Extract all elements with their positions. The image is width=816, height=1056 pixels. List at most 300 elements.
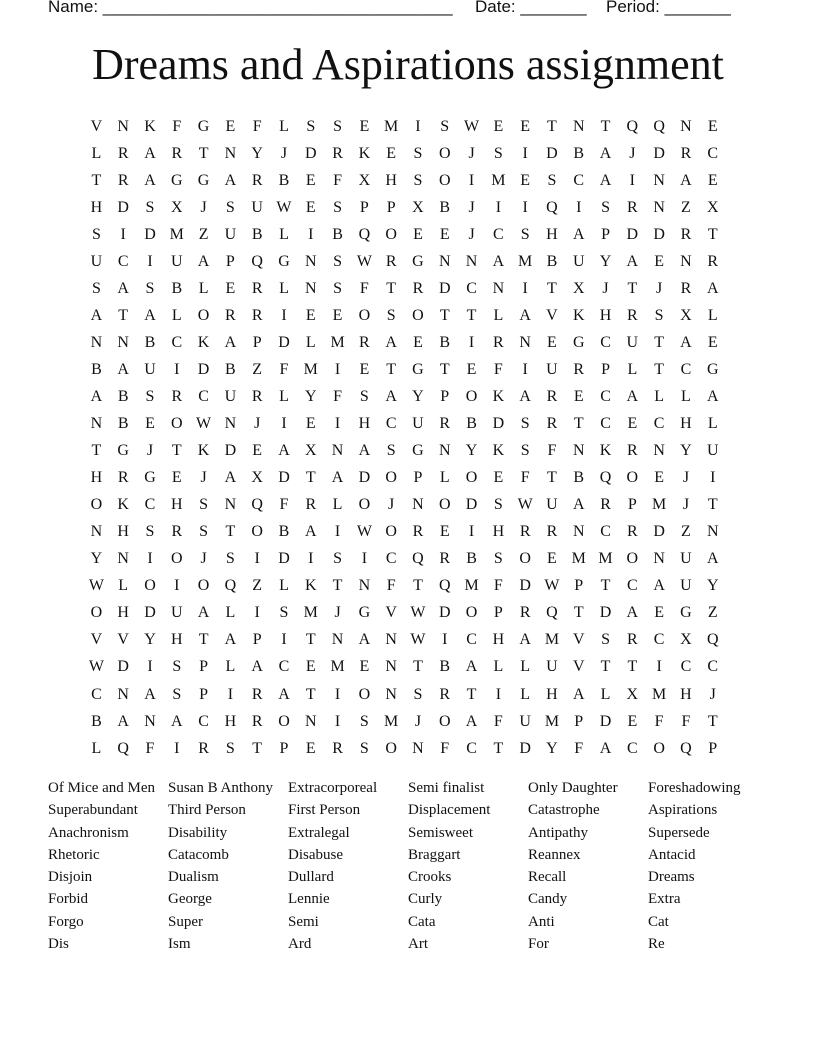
grid-letter[interactable]: D: [653, 225, 665, 243]
grid-letter[interactable]: P: [601, 360, 610, 378]
grid-letter[interactable]: N: [144, 712, 156, 730]
grid-letter[interactable]: B: [91, 712, 102, 730]
grid-letter[interactable]: S: [359, 739, 369, 757]
grid-letter[interactable]: J: [602, 279, 609, 297]
grid-letter[interactable]: P: [252, 333, 262, 351]
grid-letter[interactable]: E: [547, 550, 557, 568]
grid-letter[interactable]: N: [653, 171, 665, 189]
grid-letter[interactable]: W: [356, 523, 372, 541]
grid-letter[interactable]: E: [225, 279, 236, 297]
grid-letter[interactable]: D: [465, 496, 478, 514]
grid-letter[interactable]: B: [439, 198, 451, 216]
grid-letter[interactable]: S: [547, 171, 557, 189]
grid-letter[interactable]: E: [305, 171, 316, 189]
grid-letter[interactable]: O: [358, 685, 371, 703]
grid-letter[interactable]: H: [546, 225, 558, 243]
grid-letter[interactable]: U: [546, 360, 558, 378]
grid-letter[interactable]: G: [278, 252, 290, 270]
grid-letter[interactable]: S: [279, 604, 289, 622]
grid-letter[interactable]: P: [601, 225, 610, 243]
grid-letter[interactable]: N: [412, 739, 424, 757]
grid-letter[interactable]: R: [171, 144, 183, 162]
grid-letter[interactable]: Y: [465, 442, 478, 460]
grid-letter[interactable]: G: [117, 442, 129, 460]
grid-letter[interactable]: K: [358, 144, 371, 162]
grid-letter[interactable]: R: [600, 496, 611, 514]
grid-letter[interactable]: T: [654, 333, 665, 351]
grid-letter[interactable]: F: [333, 171, 343, 189]
grid-letter[interactable]: E: [654, 604, 665, 622]
grid-letter[interactable]: T: [305, 685, 316, 703]
grid-letter[interactable]: H: [599, 306, 612, 324]
grid-letter[interactable]: T: [627, 658, 638, 676]
grid-letter[interactable]: J: [468, 225, 475, 243]
grid-letter[interactable]: H: [492, 631, 505, 649]
date-field[interactable]: Date: _______: [475, 0, 587, 16]
grid-letter[interactable]: O: [626, 550, 639, 568]
grid-letter[interactable]: G: [680, 604, 692, 622]
grid-letter[interactable]: N: [653, 442, 665, 460]
grid-letter[interactable]: U: [90, 252, 103, 270]
name-field[interactable]: Name: _____________________________________: [48, 0, 453, 16]
grid-letter[interactable]: C: [627, 577, 638, 595]
grid-letter[interactable]: G: [412, 360, 424, 378]
grid-letter[interactable]: S: [172, 685, 182, 703]
grid-letter[interactable]: E: [359, 360, 370, 378]
grid-letter[interactable]: A: [706, 550, 719, 568]
grid-letter[interactable]: A: [680, 333, 692, 351]
grid-letter[interactable]: S: [91, 279, 101, 297]
grid-letter[interactable]: Q: [251, 252, 263, 270]
grid-letter[interactable]: G: [706, 360, 719, 378]
grid-letter[interactable]: D: [626, 225, 639, 243]
grid-letter[interactable]: A: [117, 360, 129, 378]
grid-letter[interactable]: F: [654, 712, 664, 730]
grid-letter[interactable]: E: [413, 225, 423, 243]
grid-letter[interactable]: J: [656, 279, 663, 297]
grid-letter[interactable]: C: [707, 658, 719, 676]
grid-letter[interactable]: B: [144, 333, 156, 351]
grid-letter[interactable]: T: [225, 523, 236, 541]
grid-letter[interactable]: O: [385, 523, 397, 541]
grid-letter[interactable]: J: [254, 415, 261, 433]
grid-letter[interactable]: L: [520, 685, 531, 703]
grid-letter[interactable]: C: [466, 631, 477, 649]
grid-letter[interactable]: I: [656, 658, 662, 676]
grid-letter[interactable]: J: [280, 144, 288, 162]
grid-letter[interactable]: E: [547, 333, 557, 351]
grid-letter[interactable]: K: [304, 577, 317, 595]
grid-letter[interactable]: L: [225, 658, 236, 676]
grid-letter[interactable]: H: [117, 604, 129, 622]
grid-letter[interactable]: N: [90, 415, 103, 433]
grid-letter[interactable]: E: [520, 117, 531, 135]
grid-letter[interactable]: V: [90, 631, 103, 649]
grid-letter[interactable]: P: [708, 739, 718, 757]
grid-letter[interactable]: R: [439, 415, 451, 433]
grid-letter[interactable]: Z: [681, 523, 691, 541]
grid-letter[interactable]: H: [546, 685, 558, 703]
grid-letter[interactable]: A: [572, 496, 585, 514]
grid-letter[interactable]: D: [492, 415, 505, 433]
grid-letter[interactable]: X: [358, 171, 371, 189]
grid-letter[interactable]: M: [544, 631, 560, 649]
period-field[interactable]: Period: _______: [606, 0, 731, 16]
grid-letter[interactable]: R: [198, 739, 209, 757]
grid-letter[interactable]: O: [251, 523, 263, 541]
grid-letter[interactable]: S: [145, 198, 155, 216]
grid-letter[interactable]: T: [600, 117, 611, 135]
grid-letter[interactable]: T: [547, 279, 557, 297]
grid-letter[interactable]: R: [251, 685, 263, 703]
grid-letter[interactable]: O: [626, 469, 639, 487]
grid-letter[interactable]: C: [466, 739, 477, 757]
grid-letter[interactable]: U: [171, 252, 183, 270]
grid-letter[interactable]: T: [332, 577, 343, 595]
grid-letter[interactable]: X: [572, 279, 585, 297]
grid-letter[interactable]: N: [572, 442, 585, 460]
grid-letter[interactable]: A: [331, 469, 344, 487]
grid-letter[interactable]: J: [388, 496, 395, 514]
grid-letter[interactable]: M: [598, 550, 613, 568]
grid-letter[interactable]: A: [626, 604, 639, 622]
grid-letter[interactable]: K: [197, 333, 210, 351]
grid-letter[interactable]: I: [415, 117, 421, 135]
grid-letter[interactable]: M: [464, 577, 479, 595]
grid-letter[interactable]: E: [707, 171, 718, 189]
grid-letter[interactable]: E: [707, 333, 718, 351]
grid-letter[interactable]: S: [145, 523, 155, 541]
grid-letter[interactable]: W: [276, 198, 292, 216]
grid-letter[interactable]: C: [493, 225, 504, 243]
grid-letter[interactable]: M: [571, 550, 586, 568]
grid-letter[interactable]: E: [359, 658, 370, 676]
grid-letter[interactable]: O: [519, 550, 531, 568]
grid-letter[interactable]: K: [599, 442, 612, 460]
grid-letter[interactable]: W: [196, 415, 212, 433]
grid-letter[interactable]: N: [706, 523, 719, 541]
grid-letter[interactable]: O: [197, 577, 210, 595]
grid-letter[interactable]: N: [224, 496, 237, 514]
grid-letter[interactable]: X: [304, 442, 317, 460]
grid-letter[interactable]: N: [465, 252, 478, 270]
grid-letter[interactable]: B: [573, 469, 585, 487]
grid-letter[interactable]: N: [331, 442, 344, 460]
grid-letter[interactable]: H: [117, 523, 129, 541]
grid-letter[interactable]: Q: [546, 604, 558, 622]
grid-letter[interactable]: V: [572, 658, 585, 676]
grid-letter[interactable]: S: [413, 171, 423, 189]
grid-letter[interactable]: Q: [599, 469, 612, 487]
grid-letter[interactable]: D: [653, 144, 665, 162]
grid-letter[interactable]: D: [653, 523, 665, 541]
grid-letter[interactable]: T: [386, 279, 397, 297]
grid-letter[interactable]: R: [332, 739, 343, 757]
grid-letter[interactable]: Q: [224, 577, 237, 595]
grid-letter[interactable]: D: [117, 198, 129, 216]
grid-letter[interactable]: T: [707, 496, 718, 514]
grid-letter[interactable]: E: [439, 225, 450, 243]
grid-letter[interactable]: J: [629, 144, 636, 162]
grid-letter[interactable]: N: [412, 496, 424, 514]
grid-letter[interactable]: I: [629, 171, 635, 189]
grid-letter[interactable]: E: [413, 333, 423, 351]
grid-letter[interactable]: B: [251, 225, 263, 243]
grid-letter[interactable]: P: [199, 658, 209, 676]
grid-letter[interactable]: R: [627, 631, 638, 649]
grid-letter[interactable]: E: [654, 469, 665, 487]
grid-letter[interactable]: O: [90, 604, 103, 622]
grid-letter[interactable]: D: [519, 577, 531, 595]
grid-letter[interactable]: R: [117, 144, 129, 162]
grid-letter[interactable]: M: [652, 685, 667, 703]
grid-letter[interactable]: U: [706, 442, 719, 460]
grid-letter[interactable]: C: [653, 415, 665, 433]
grid-letter[interactable]: P: [279, 739, 289, 757]
grid-letter[interactable]: L: [171, 306, 182, 324]
grid-letter[interactable]: W: [88, 658, 104, 676]
grid-letter[interactable]: A: [358, 442, 371, 460]
grid-letter[interactable]: H: [171, 496, 183, 514]
grid-letter[interactable]: F: [440, 739, 450, 757]
grid-letter[interactable]: E: [305, 306, 316, 324]
grid-letter[interactable]: P: [574, 712, 584, 730]
grid-letter[interactable]: O: [385, 469, 397, 487]
grid-letter[interactable]: I: [334, 360, 341, 378]
grid-letter[interactable]: I: [334, 415, 341, 433]
grid-letter[interactable]: D: [144, 604, 156, 622]
grid-letter[interactable]: D: [519, 739, 531, 757]
grid-letter[interactable]: I: [710, 469, 716, 487]
grid-letter[interactable]: E: [171, 469, 182, 487]
grid-letter[interactable]: A: [519, 306, 531, 324]
grid-letter[interactable]: Q: [117, 739, 129, 757]
grid-letter[interactable]: R: [439, 550, 451, 568]
grid-letter[interactable]: Y: [599, 252, 612, 270]
grid-letter[interactable]: R: [359, 333, 370, 351]
grid-letter[interactable]: Y: [680, 442, 692, 460]
grid-letter[interactable]: T: [386, 360, 397, 378]
grid-letter[interactable]: K: [492, 442, 505, 460]
grid-letter[interactable]: J: [682, 496, 690, 514]
grid-letter[interactable]: A: [144, 144, 156, 162]
grid-letter[interactable]: C: [680, 360, 692, 378]
grid-letter[interactable]: E: [466, 360, 477, 378]
grid-letter[interactable]: U: [546, 658, 558, 676]
grid-letter[interactable]: Q: [653, 117, 665, 135]
grid-letter[interactable]: A: [224, 469, 237, 487]
grid-letter[interactable]: A: [90, 306, 103, 324]
grid-letter[interactable]: D: [358, 469, 371, 487]
grid-letter[interactable]: R: [573, 360, 585, 378]
grid-letter[interactable]: N: [438, 442, 451, 460]
grid-letter[interactable]: I: [522, 198, 528, 216]
grid-letter[interactable]: H: [90, 469, 103, 487]
grid-letter[interactable]: A: [224, 333, 237, 351]
grid-letter[interactable]: F: [333, 387, 343, 405]
grid-letter[interactable]: N: [331, 631, 344, 649]
grid-letter[interactable]: N: [653, 550, 665, 568]
grid-letter[interactable]: N: [385, 685, 397, 703]
grid-letter[interactable]: D: [224, 442, 237, 460]
grid-letter[interactable]: F: [493, 577, 503, 595]
grid-letter[interactable]: L: [654, 387, 665, 405]
grid-letter[interactable]: D: [599, 712, 612, 730]
grid-letter[interactable]: G: [572, 333, 585, 351]
grid-letter[interactable]: P: [493, 604, 503, 622]
grid-letter[interactable]: M: [491, 171, 506, 189]
grid-letter[interactable]: R: [412, 523, 424, 541]
grid-letter[interactable]: C: [707, 144, 719, 162]
grid-letter[interactable]: C: [385, 415, 397, 433]
grid-letter[interactable]: X: [680, 306, 692, 324]
grid-letter[interactable]: N: [304, 252, 317, 270]
grid-letter[interactable]: T: [91, 442, 102, 460]
grid-letter[interactable]: C: [117, 252, 129, 270]
grid-letter[interactable]: T: [171, 442, 182, 460]
grid-letter[interactable]: S: [440, 117, 450, 135]
grid-letter[interactable]: T: [547, 117, 557, 135]
grid-letter[interactable]: U: [572, 252, 585, 270]
grid-letter[interactable]: Y: [251, 144, 263, 162]
grid-letter[interactable]: A: [519, 631, 531, 649]
grid-letter[interactable]: P: [199, 685, 209, 703]
grid-letter[interactable]: O: [171, 415, 183, 433]
grid-letter[interactable]: O: [438, 171, 451, 189]
grid-letter[interactable]: A: [144, 685, 156, 703]
grid-letter[interactable]: C: [171, 333, 183, 351]
grid-letter[interactable]: N: [224, 415, 237, 433]
grid-letter[interactable]: I: [147, 550, 153, 568]
grid-letter[interactable]: C: [91, 685, 102, 703]
grid-letter[interactable]: T: [493, 739, 504, 757]
grid-letter[interactable]: N: [519, 333, 531, 351]
grid-letter[interactable]: E: [573, 387, 584, 405]
grid-letter[interactable]: E: [627, 415, 638, 433]
grid-letter[interactable]: F: [145, 739, 155, 757]
grid-letter[interactable]: E: [305, 198, 316, 216]
grid-letter[interactable]: A: [519, 387, 531, 405]
grid-letter[interactable]: H: [680, 415, 692, 433]
grid-letter[interactable]: Q: [626, 117, 639, 135]
grid-letter[interactable]: R: [251, 387, 263, 405]
grid-letter[interactable]: I: [308, 550, 314, 568]
grid-letter[interactable]: O: [438, 712, 451, 730]
grid-letter[interactable]: U: [626, 333, 639, 351]
grid-letter[interactable]: L: [439, 469, 450, 487]
grid-letter[interactable]: S: [413, 685, 423, 703]
grid-letter[interactable]: U: [224, 387, 237, 405]
grid-letter[interactable]: J: [200, 469, 207, 487]
grid-letter[interactable]: G: [197, 171, 210, 189]
grid-letter[interactable]: R: [627, 198, 638, 216]
grid-letter[interactable]: C: [600, 523, 611, 541]
grid-letter[interactable]: V: [117, 631, 129, 649]
grid-letter[interactable]: C: [653, 631, 665, 649]
grid-letter[interactable]: D: [278, 469, 290, 487]
grid-letter[interactable]: H: [358, 415, 371, 433]
grid-letter[interactable]: F: [547, 442, 557, 460]
grid-letter[interactable]: Q: [412, 550, 424, 568]
grid-letter[interactable]: S: [172, 658, 182, 676]
grid-letter[interactable]: I: [522, 279, 528, 297]
grid-letter[interactable]: S: [145, 387, 155, 405]
grid-letter[interactable]: T: [573, 604, 584, 622]
grid-letter[interactable]: A: [144, 171, 156, 189]
grid-letter[interactable]: D: [438, 279, 451, 297]
grid-letter[interactable]: C: [144, 496, 156, 514]
grid-letter[interactable]: A: [653, 577, 665, 595]
grid-letter[interactable]: A: [90, 387, 103, 405]
grid-letter[interactable]: S: [520, 442, 530, 460]
grid-letter[interactable]: O: [412, 306, 424, 324]
grid-letter[interactable]: R: [627, 306, 638, 324]
grid-letter[interactable]: H: [171, 631, 183, 649]
grid-letter[interactable]: F: [681, 712, 691, 730]
grid-letter[interactable]: R: [171, 523, 183, 541]
grid-letter[interactable]: Q: [680, 739, 692, 757]
grid-letter[interactable]: N: [385, 658, 397, 676]
grid-letter[interactable]: R: [519, 604, 531, 622]
grid-letter[interactable]: B: [332, 225, 343, 243]
grid-letter[interactable]: N: [117, 117, 129, 135]
grid-letter[interactable]: O: [385, 739, 397, 757]
grid-letter[interactable]: O: [197, 306, 210, 324]
grid-letter[interactable]: A: [492, 252, 505, 270]
grid-letter[interactable]: A: [251, 658, 263, 676]
grid-letter[interactable]: Z: [252, 360, 263, 378]
grid-letter[interactable]: C: [198, 387, 209, 405]
grid-letter[interactable]: A: [465, 658, 478, 676]
grid-letter[interactable]: I: [147, 658, 153, 676]
grid-letter[interactable]: B: [439, 333, 451, 351]
grid-letter[interactable]: L: [279, 279, 289, 297]
grid-letter[interactable]: J: [709, 685, 716, 703]
grid-letter[interactable]: T: [547, 469, 557, 487]
grid-letter[interactable]: C: [627, 739, 638, 757]
grid-letter[interactable]: I: [308, 225, 314, 243]
grid-letter[interactable]: N: [304, 279, 317, 297]
grid-letter[interactable]: B: [171, 279, 183, 297]
grid-letter[interactable]: K: [492, 387, 505, 405]
grid-letter[interactable]: X: [680, 631, 692, 649]
grid-letter[interactable]: W: [544, 577, 560, 595]
grid-letter[interactable]: K: [197, 442, 210, 460]
grid-letter[interactable]: S: [91, 225, 101, 243]
grid-letter[interactable]: C: [466, 279, 477, 297]
grid-letter[interactable]: E: [439, 523, 450, 541]
grid-letter[interactable]: E: [305, 415, 316, 433]
grid-letter[interactable]: C: [198, 712, 209, 730]
grid-letter[interactable]: S: [359, 712, 369, 730]
grid-letter[interactable]: X: [706, 198, 719, 216]
grid-letter[interactable]: D: [278, 333, 290, 351]
grid-letter[interactable]: J: [468, 144, 475, 162]
grid-letter[interactable]: I: [281, 415, 287, 433]
grid-letter[interactable]: T: [198, 144, 209, 162]
grid-letter[interactable]: S: [493, 144, 503, 162]
grid-letter[interactable]: O: [358, 496, 371, 514]
grid-letter[interactable]: R: [251, 306, 263, 324]
grid-letter[interactable]: T: [707, 712, 718, 730]
grid-letter[interactable]: J: [200, 550, 207, 568]
grid-letter[interactable]: N: [680, 252, 692, 270]
grid-letter[interactable]: E: [145, 415, 155, 433]
grid-letter[interactable]: L: [332, 496, 343, 514]
grid-letter[interactable]: V: [90, 117, 103, 135]
grid-letter[interactable]: A: [572, 225, 585, 243]
grid-letter[interactable]: T: [413, 577, 423, 595]
